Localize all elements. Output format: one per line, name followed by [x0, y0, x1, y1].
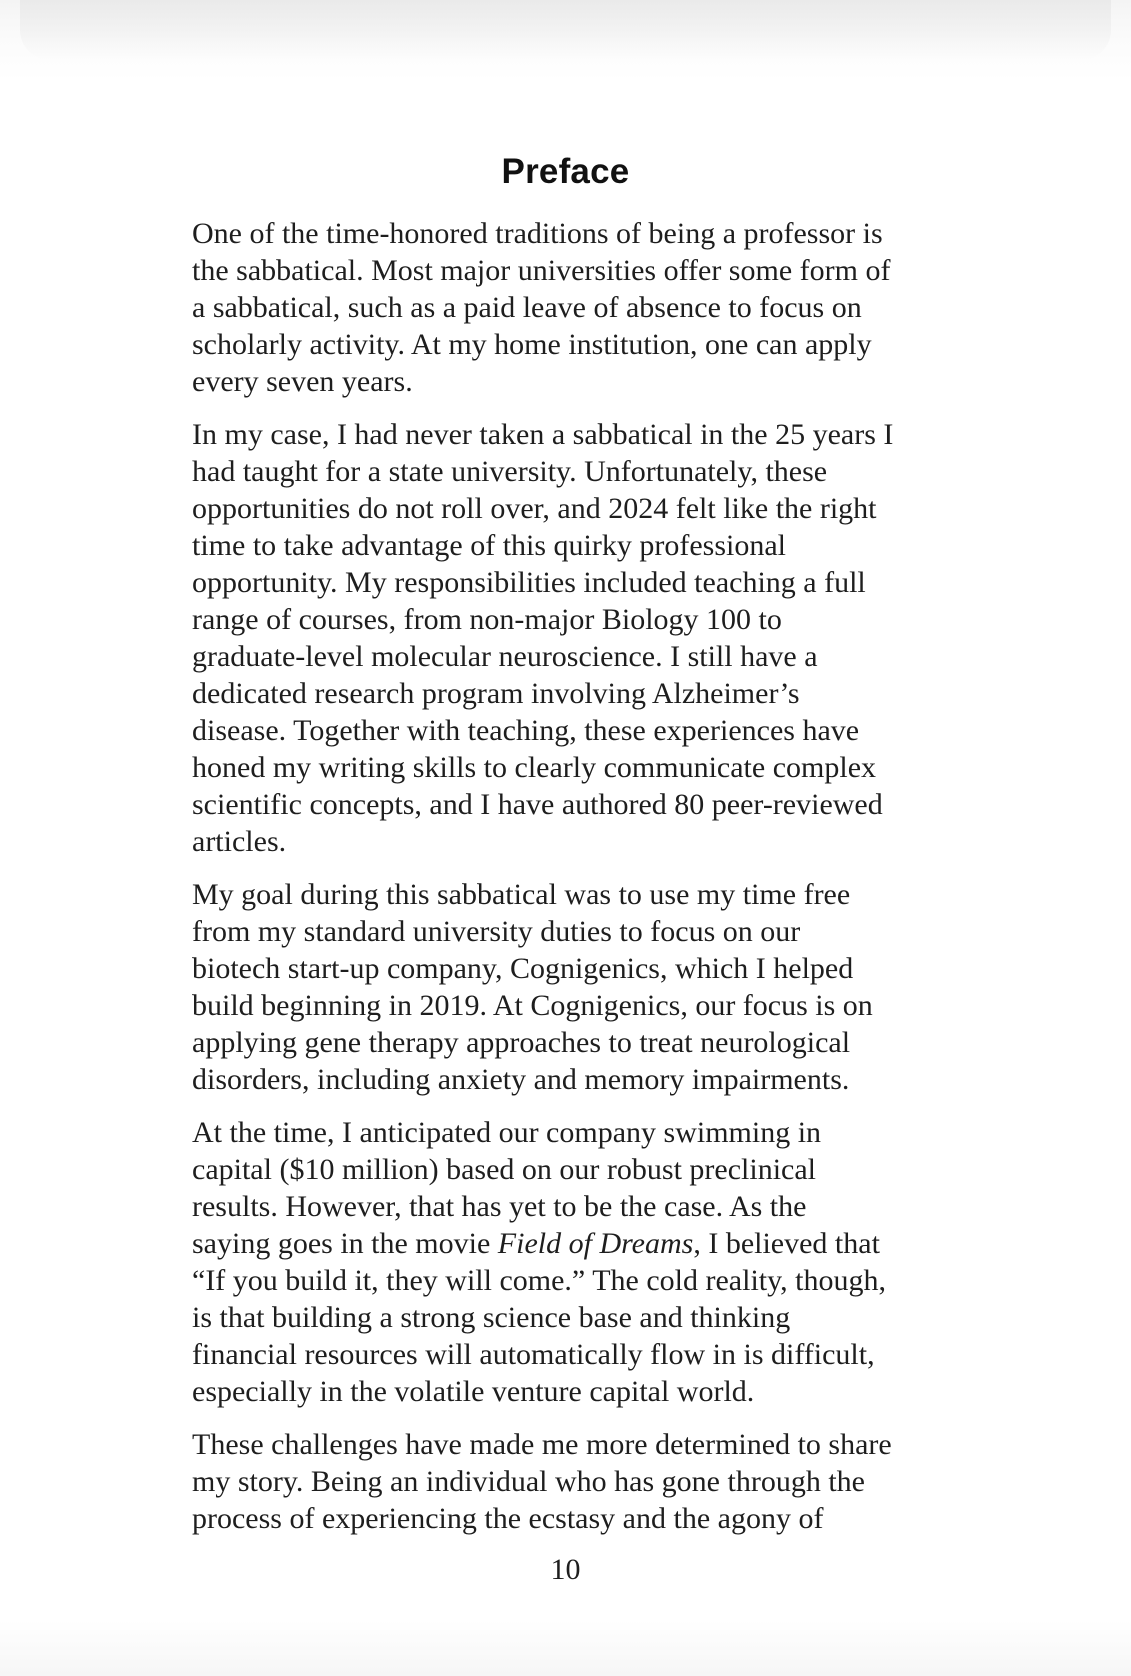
text-line: One of the time-honored traditions of being a professor is: [192, 217, 883, 250]
text-line: a sabbatical, such as a paid leave of absence to focus on: [192, 291, 862, 324]
text-line: results. However, that has yet to be the case. As the: [192, 1190, 807, 1223]
text-line: dedicated research program involving Alzheimer’s: [192, 677, 800, 710]
chapter-heading: Preface: [501, 152, 630, 191]
text-line: financial resources will automatically flow in is difficult,: [192, 1338, 875, 1371]
text-line: graduate-level molecular neuroscience. I still have a: [192, 640, 818, 673]
paragraph: [192, 1114, 952, 1410]
body-text: [192, 215, 952, 1553]
text-line: applying gene therapy approaches to treat neurological: [192, 1026, 851, 1059]
text-line: disorders, including anxiety and memory impairments.: [192, 1063, 850, 1096]
text-line: At the time, I anticipated our company swimming in: [192, 1116, 822, 1149]
paragraph: [192, 416, 952, 860]
movie-title: Field of Dreams: [497, 1227, 694, 1260]
page-number: 10: [550, 1553, 581, 1586]
text-line: My goal during this sabbatical was to use my time free: [192, 878, 851, 911]
text-line: “If you build it, they will come.” The cold reality, though,: [192, 1264, 886, 1297]
text-line: opportunities do not roll over, and 2024 felt like the right: [192, 492, 877, 525]
text-line: every seven years.: [192, 365, 413, 398]
text-line: biotech start-up company, Cognigenics, which I helped: [192, 952, 854, 985]
text-line: from my standard university duties to focus on our: [192, 915, 801, 948]
text-line: is that building a strong science base and thinking: [192, 1301, 791, 1334]
text-line: had taught for a state university. Unfortunately, these: [192, 455, 828, 488]
scan-shadow: [20, 0, 1111, 60]
text-line: process of experiencing the ecstasy and the agony of: [192, 1502, 824, 1535]
text-line: These challenges have made me more determined to share: [192, 1428, 892, 1461]
text-line: honed my writing skills to clearly communicate complex: [192, 751, 877, 784]
paragraph: [192, 1426, 952, 1537]
text-line: range of courses, from non-major Biology 100 to: [192, 603, 782, 636]
text-line: capital ($10 million) based on our robust preclinical: [192, 1153, 816, 1186]
text-line: scientific concepts, and I have authored 80 peer-reviewed: [192, 788, 883, 821]
text-run: saying goes in the movie: [192, 1227, 498, 1260]
text-line: build beginning in 2019. At Cognigenics, our focus is on: [192, 989, 873, 1022]
text-line: disease. Together with teaching, these experiences have: [192, 714, 860, 747]
text-line: articles.: [192, 825, 287, 858]
text-line: time to take advantage of this quirky professional: [192, 529, 787, 562]
paragraph: [192, 215, 952, 400]
text-run: , I believed that: [693, 1227, 880, 1260]
paragraph: [192, 876, 952, 1098]
text-line: opportunity. My responsibilities included teaching a full: [192, 566, 866, 599]
text-line: scholarly activity. At my home institution, one can apply: [192, 328, 872, 361]
text-line: my story. Being an individual who has gone through the: [192, 1465, 865, 1498]
text-line: the sabbatical. Most major universities offer some form of: [192, 254, 891, 287]
text-line: In my case, I had never taken a sabbatical in the 25 years I: [192, 418, 894, 451]
text-line: [192, 1225, 952, 1262]
text-line: especially in the volatile venture capital world.: [192, 1375, 755, 1408]
